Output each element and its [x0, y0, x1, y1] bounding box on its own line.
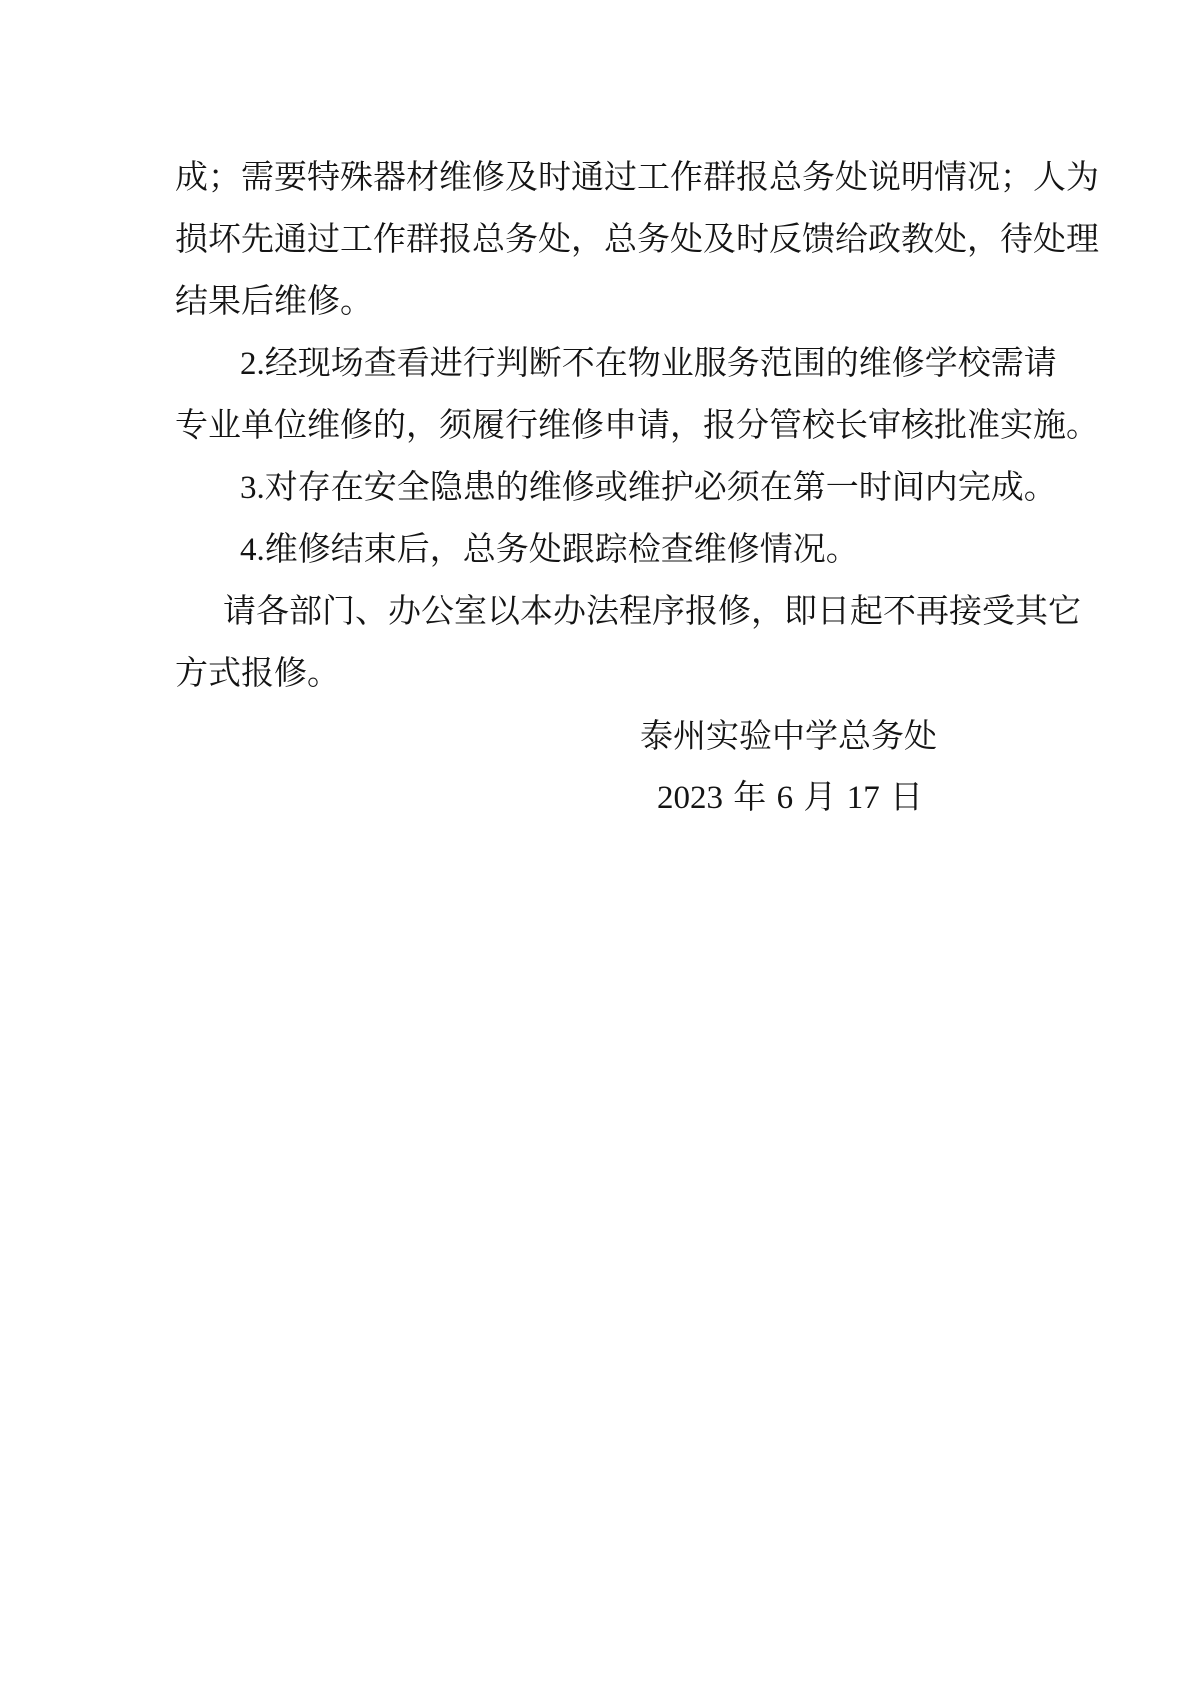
body-line-4-item-2: 2 . 经 现 场 查 看 进 行 判 断 不 在 物 业 服 务 范 围 的 维 修 学 校 需 请 [240, 346, 1057, 382]
body-line-3: 结果后维修。 [175, 284, 373, 320]
body-line-1: 成 ； 需 要 特 殊 器 材 维 修 及 时 通 过 工 作 群 报 总 务 处 说 明 情 况 ； 人 为 [175, 160, 1099, 196]
body-line-9: 方式报修。 [175, 656, 340, 692]
body-line-2: 损 坏 先 通 过 工 作 群 报 总 务 处 ， 总 务 处 及 时 反 馈 给 政 教 处 ， 待 处 理 [175, 222, 1099, 258]
body-line-7-item-4: 4.维修结束后，总务处跟踪检查维修情况。 [240, 532, 859, 568]
body-line-6-item-3: 3 . 对 存 在 安 全 隐 患 的 维 修 或 维 护 必 须 在 第 一 时 间 内 完 成 。 [240, 470, 1057, 506]
body-line-8: 请 各 部 门 、 办 公 室 以 本 办 法 程 序 报 修 ， 即 日 起 不 再 接 受 其 它 [223, 594, 1081, 630]
signature-line: 泰 州 实 验 中 学 总 务 处 [640, 719, 937, 755]
body-line-5: 专 业 单 位 维 修 的 ， 须 履 行 维 修 申 请 ， 报 分 管 校 长 审 核 批 准 实 施 。 [175, 408, 1099, 444]
date-line: 2023 年 6 月 17 日 [657, 780, 923, 816]
document-body [175, 0, 1099, 1684]
